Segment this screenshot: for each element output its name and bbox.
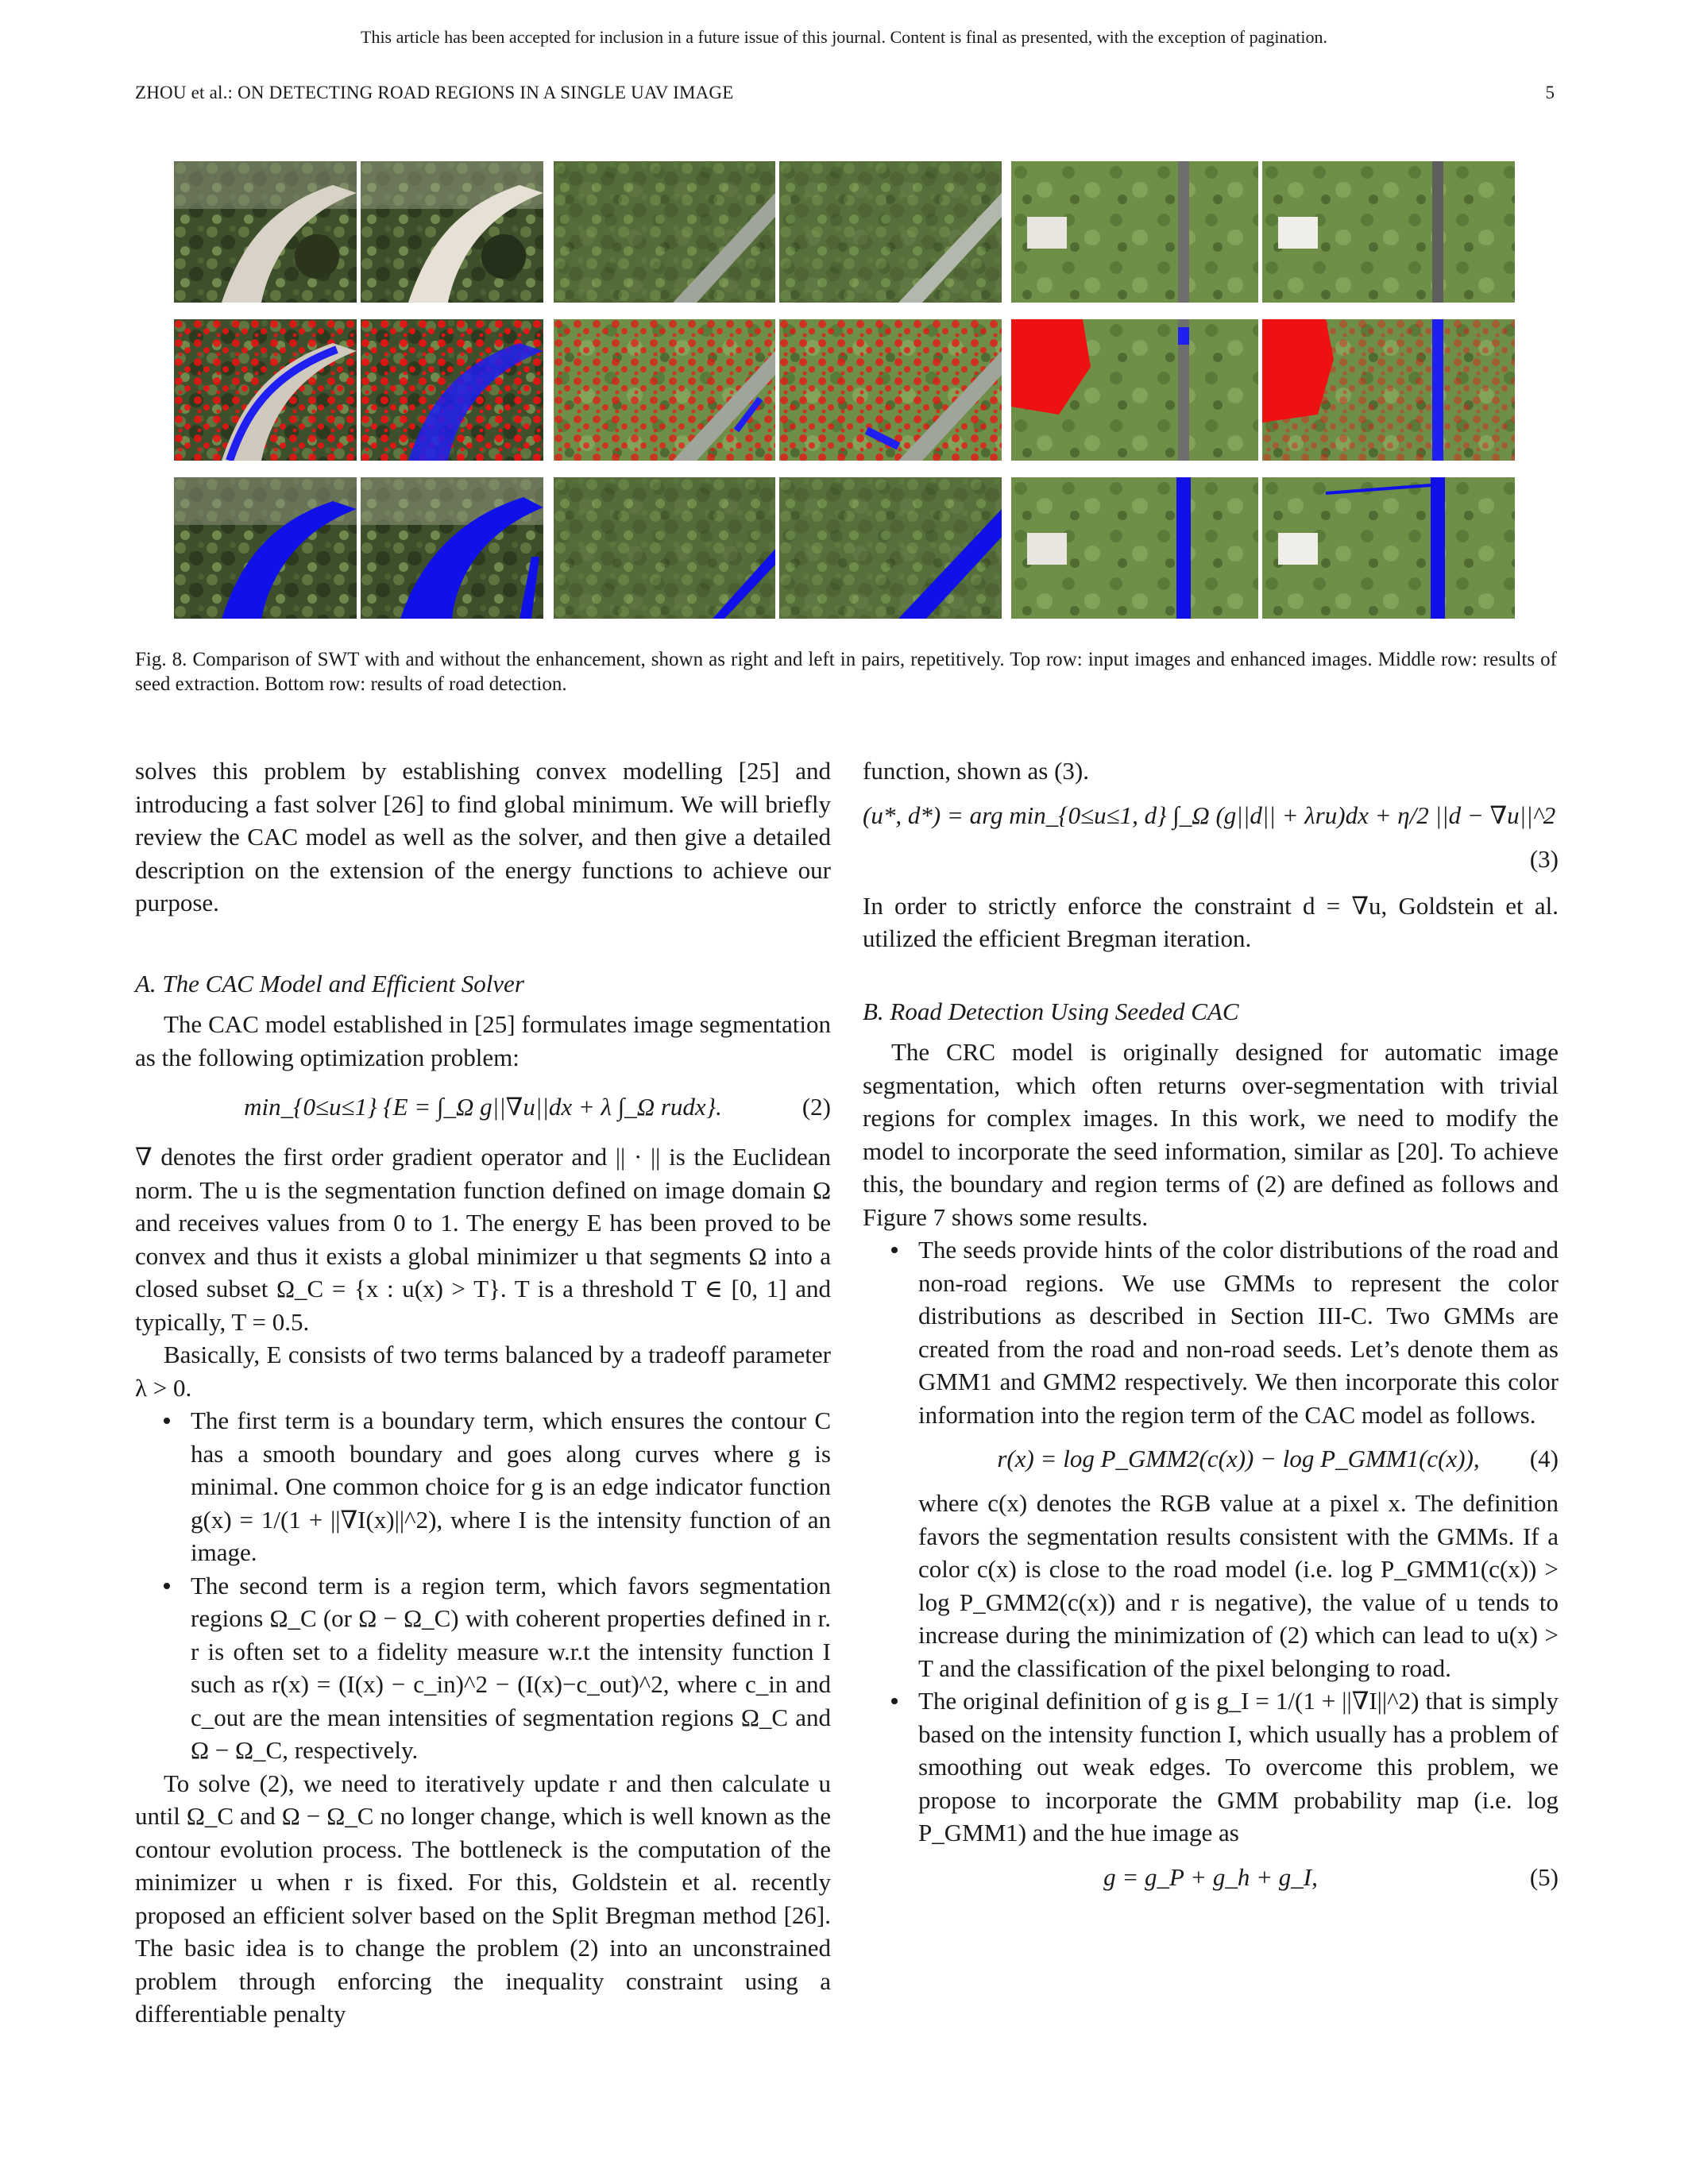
list-item-text: The seeds provide hints of the color distributions of the road and non-road regions. We use GMMs to represent the color distributions as described in Section III-C. Two GMMs are created from the road and non-road seeds. Let’s denote them as GMM1 and GMM2 respectively. We then incorporate this color information into the region term of the CAC model as follows. xyxy=(918,1236,1559,1429)
list-item-text: where c(x) denotes the RGB value at a pixel x. The definition favors the segmentation results consistent with the GMMs. If a color c(x) is close to the road model (i.e. log P_GMM1(c(x)) > log P_GMM2(c(x)) and r is negative), the value of u tends to increase during the minimization of (2) which can lead to u(x) > T and the classification of the pixel belonging to road. xyxy=(918,1489,1559,1682)
bullet-icon xyxy=(891,1247,898,1253)
section-heading-a: A. The CAC Model and Efficient Solver xyxy=(135,969,524,997)
left-column xyxy=(135,754,831,2031)
tile-tree-lined-road-seeds xyxy=(554,319,775,461)
bullet-icon xyxy=(164,1583,170,1589)
tile-tree-lined-road-detection-enhanced xyxy=(779,477,1002,619)
tile-winding-road-enhanced xyxy=(361,161,543,303)
list-item-text: The original definition of g is g_I = 1/(1 + ||∇I||^2) that is simply based on the intensity function I, which usually has a problem of smoothing out weak edges. To overcome this problem, we propose to incorporate the GMM probability map (i.e. log P_GMM1) and the hue image as xyxy=(918,1687,1559,1846)
list-item xyxy=(135,1569,831,1767)
equation-number: (2) xyxy=(802,1093,831,1121)
equation-number: (3) xyxy=(1529,844,1559,873)
equation-text: g = g_P + g_h + g_I, xyxy=(1103,1862,1318,1891)
tile-winding-road-input xyxy=(174,161,357,303)
equation-text: r(x) = log P_GMM2(c(x)) − log P_GMM1(c(x)), xyxy=(997,1445,1480,1472)
bullet-icon xyxy=(164,1418,170,1424)
tile-field-road-enhanced xyxy=(1262,161,1515,303)
equation-3 xyxy=(863,788,1559,843)
bullet-icon xyxy=(891,1698,898,1704)
figure-row-input-enhanced xyxy=(174,161,1515,303)
figure-caption: Fig. 8. Comparison of SWT with and without the enhancement, shown as right and left in pairs, repetitively. Top row: input images and enhanced images. Middle row: results of seed extraction. Bottom row: results of road detection. xyxy=(135,649,1557,695)
tile-winding-road-seeds-enhanced xyxy=(361,319,543,461)
running-head: ZHOU et al.: ON DETECTING ROAD REGIONS IN A SINGLE UAV IMAGE xyxy=(135,83,734,102)
equation-4 xyxy=(918,1431,1559,1487)
equation-number: (5) xyxy=(1529,1862,1559,1891)
list-item xyxy=(135,1404,831,1569)
tile-winding-road-detection xyxy=(174,477,357,619)
tile-field-road-input xyxy=(1011,161,1258,303)
paragraph: The CRC model is originally designed for automatic image segmentation, which often returns over-segmentation with trivial regions for complex images. In this work, we need to modify the model to incorporate the seed information, similar as [20]. To achieve this, the boundary and region terms of (2) are defined as follows and Figure 7 shows some results. xyxy=(863,1038,1559,1231)
equation-5 xyxy=(863,1850,1559,1905)
tile-tree-lined-road-seeds-enhanced xyxy=(779,319,1002,461)
paragraph: function, shown as (3). xyxy=(863,757,1089,785)
paragraph: solves this problem by establishing convex modelling [25] and introducing a fast solver [26] to find global minimum. We will briefly review the CAC model as well as the solver, and then give a detailed description on the extension of the energy functions to achieve our purpose. xyxy=(135,757,831,916)
tile-field-road-detection xyxy=(1011,477,1258,619)
right-column xyxy=(863,754,1559,1905)
equation-number: (4) xyxy=(1529,1445,1559,1472)
page-number: 5 xyxy=(1545,83,1555,102)
paragraph: Basically, E consists of two terms balanced by a tradeoff parameter λ > 0. xyxy=(135,1341,831,1402)
list-item-text: The second term is a region term, which favors segmentation regions Ω_C (or Ω − Ω_C) with coherent properties defined in r. r is often set to a fidelity measure w.r.t the intensity function I such as r(x) = (I(x) − c_in)^2 − (I(x)−c_out)^2, where c_in and c_out are the mean intensities of segmentation regions Ω_C and Ω − Ω_C, respectively. xyxy=(191,1571,831,1764)
tile-winding-road-seeds xyxy=(174,319,357,461)
figure-row-road-detection xyxy=(174,477,1515,619)
equation-3-number-row xyxy=(863,843,1559,875)
tile-tree-lined-road-enhanced xyxy=(779,161,1002,303)
tile-winding-road-detection-enhanced xyxy=(361,477,543,619)
tile-tree-lined-road-input xyxy=(554,161,775,303)
equation-text: (u*, d*) = arg min_{0≤u≤1, d} ∫_Ω (g||d|| + λru)dx + η/2 ||d − ∇u||^2 xyxy=(863,801,1556,829)
tile-field-road-seeds xyxy=(1011,319,1258,461)
list-item-text: The first term is a boundary term, which ensures the contour C has a smooth boundary and goes along curves where g is minimal. One common choice for g is an edge indicator function g(x) = 1/(1 + ||∇I(x)||^2), where I is the intensity function of an image. xyxy=(191,1406,831,1566)
equation-text: min_{0≤u≤1} {E = ∫_Ω g||∇u||dx + λ ∫_Ω rudx}. xyxy=(244,1093,722,1121)
section-heading-b: B. Road Detection Using Seeded CAC xyxy=(863,997,1239,1025)
paragraph: The CAC model established in [25] formulates image segmentation as the following optimization problem: xyxy=(135,1010,831,1071)
equation-2 xyxy=(135,1074,831,1140)
list-item xyxy=(863,1684,1559,1850)
paragraph: ∇ denotes the first order gradient operator and || · || is the Euclidean norm. The u is the segmentation function defined on image domain Ω and receives values from 0 to 1. The energy E has been proved to be convex and thus it exists a global minimizer u that segments Ω into a closed subset Ω_C = {x : u(x) > T}. T is a threshold T ∈ [0, 1] and typically, T = 0.5. xyxy=(135,1143,831,1336)
paragraph: In order to strictly enforce the constraint d = ∇u, Goldstein et al. utilized the efficient Bregman iteration. xyxy=(863,891,1559,952)
tile-field-road-seeds-enhanced xyxy=(1262,319,1515,461)
tile-tree-lined-road-detection xyxy=(554,477,775,619)
tile-field-road-detection-enhanced xyxy=(1262,477,1515,619)
list-item xyxy=(863,1233,1559,1684)
journal-banner: This article has been accepted for inclusion in a future issue of this journal. Content is final as presented, with the exception of pagination. xyxy=(361,27,1327,47)
figure-row-seed-extraction xyxy=(174,319,1515,461)
paragraph: To solve (2), we need to iteratively update r and then calculate u until Ω_C and Ω − Ω_C no longer change, which is well known as the contour evolution process. The bottleneck is the computation of the minimizer u when r is fixed. For this, Goldstein et al. recently proposed an efficient solver based on the Split Bregman method [26]. The basic idea is to change the problem (2) into an unconstrained problem through enforcing the inequality constraint using a differentiable penalty xyxy=(135,1769,831,2028)
figure-8-image-grid xyxy=(174,161,1515,619)
